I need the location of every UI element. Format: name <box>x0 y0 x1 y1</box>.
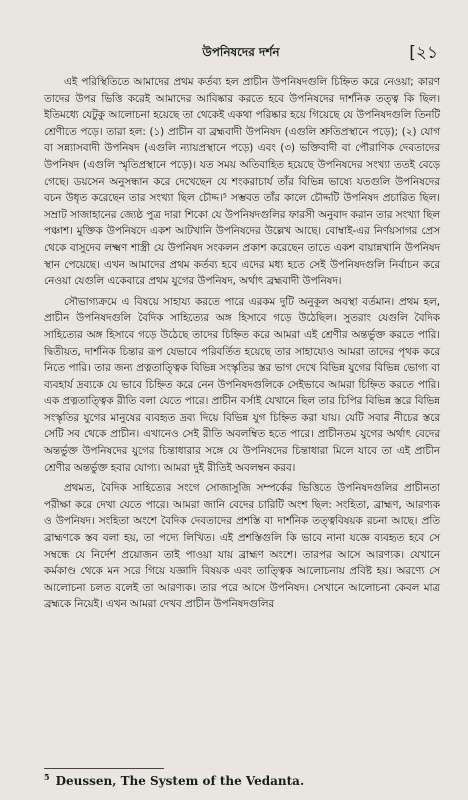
footnote-divider <box>44 768 164 769</box>
running-header <box>44 40 438 64</box>
body-text <box>44 74 440 613</box>
page-number: [২১ <box>409 43 438 63</box>
footnote <box>44 772 304 788</box>
running-title: উপনিষদের দর্শন <box>202 45 280 59</box>
footnote-text: Deussen, The System of the Vedanta. <box>55 774 305 788</box>
paragraph-2: সৌভাগ্যক্রমে এ বিষয়ে সাহায্য করতে পারে এরকম দুটি অনুকূল অবস্থা বর্তমান। প্রথম হল, প্রাচীন উপনিষদগুলি বৈদিক সাহিত্যের অঙ্গ হিসাবে গড়ে উঠেছিল। সুতরাং যেগুলি বৈদিক সাহিত্যের অঙ্গ হিসাবে গড়ে উঠেছে তাদের চিহ্নিত করে আমরা এই শ্রেণীর অন্তর্ভুক্ত করতে পারি। দ্বিতীয়ত, দার্শনিক চিন্তার রূপ যেভাবে পরিবর্তিত হয়েছে তার সাহায্যেও আমরা তাদের পৃথক করে নিতে পারি। তার জন্য প্রত্নতাত্ত্বিক বিভিন্ন সংস্কৃতির স্তর ভাগ দেখে বিভিন্ন যুগের বিভিন্ন ভোগ্য বা ব্যবহার্য দ্রব্যকে যে ভাবে চিহ্নিত করে নেন উপনিষদগুলিকে সেইভাবে আমরা চিহ্নিত করতে পারি। এক প্রত্নতাত্ত্বিক রীতি বলা যেতে পারে। প্রাচীন বর্সাই যেখানে ছিল তার চিপির বিভিন্ন স্তরে বিভিন্ন সংস্কৃতির যুগের মানুষের ব্যবহৃত দ্রব্য দিয়ে বিভিন্ন যুগ চিহ্নিত করা যায়। যেটি সবার নীচের স্তরে সেটি সব থেকে প্রাচীন। এখানেও সেই রীতি অবলম্বিত হতে পারে। প্রাচীনতম যুগের অর্থাৎ বেদের অন্তর্ভুক্ত উপনিষদের যুগের চিন্তাধারার সঙ্গে যে উপনিষদের চিন্তাধারা মিলে যাবে তা এই প্রাচীন শ্রেণীর অন্তর্ভুক্ত হবার যোগ্য। আমরা দুই রীতিই অবলম্বন করব। <box>44 295 440 474</box>
paragraph-3: প্রথমত, বৈদিক সাহিত্যের সংগে সোজাসুজি সম্পর্কের ভিত্তিতে উপনিষদগুলির প্রাচীনতা পরীক্ষা করে দেখা যেতে পারে। আমরা জানি বেদের চারিটি অংশ ছিল: সংহিতা, ব্রাহ্মণ, আরণ্যক ও উপনিষদ। সংহিতা অংশে বৈদিক দেবতাদের প্রশস্তি বা দার্শনিক তত্ত্ববিষয়ক রচনা আছে। প্রতি ব্রাহ্মণকে স্তব বলা হয়, তা পদ্যে লিখিত। এই প্রশস্তিগুলি কি ভাবে নানা যজ্ঞে ব্যবহৃত হবে সে সম্বন্ধে যে নির্দেশ প্রয়োজন তাই পাওয়া যায় ব্রাহ্মণ অংশে। তারপর আসে আরণ্যক। যেখানে কর্মকাণ্ড থেকে মন সরে গিয়ে যজ্ঞাদি বিষয়ক এবং তাত্ত্বিক আলোচনায় প্রবিষ্ট হয়। অরণ্যে সে আলোচনা চলত বলেই তা আরণ্যক। তার পরে আসে উপনিষদ। সেখানে আলোচনা কেবল মাত্র ব্রহ্মকে নিয়েই। এখন আমরা দেখব প্রাচীন উপনিষদগুলির <box>44 482 440 611</box>
footnote-marker: 5 <box>44 772 50 782</box>
paragraph-1: এই পরিস্থিতিতে আমাদের প্রথম কর্তব্য হল প্রাচীন উপনিষদগুলি চিহ্নিত করে নেওয়া; কারণ তাদের উপর ভিত্তি করেই আমাদের আবিষ্কার করতে হবে উপনিষদের দার্শনিক তত্ত্ব কি ছিল। ইতিমধ্যে যেটুকু আলোচনা হয়েছে তা থেকেই একথা পরিষ্কার হয়ে গিয়েছে যে উপনিষদগুলি তিনটি শ্রেণীতে পড়ে। তারা হল: (১) প্রাচীন বা ব্রহ্মবাদী উপনিষদ (এগুলি শ্রুতিপ্রস্থানে পড়ে); (২) যোগ বা সন্ন্যাসবাদী উপনিষদ (এগুলি ন্যায়প্রস্থানে পড়ে) এবং (৩) ভক্তিবাদী বা পৌরাণিক দেবতাদের উপনিষদ (এগুলি স্মৃতিপ্রস্থানে পড়ে)। যত সময় অতিবাহিত হয়েছে উপনিষদের সংখ্যা ততই বেড়ে গেছে। ডয়সেন অনুসন্ধান করে দেখেছেন যে শংকরাচার্য তাঁর বিভিন্ন ভাষ্যে যতগুলি উপনিষদের বচন উধৃত করেছেন তার সংখ্যা ছিল চৌদ্দ।⁵ সম্ভবত তাঁর কালে চৌদ্দটি উপনিষদ প্রচারিত ছিল। সম্রাট সাজাহানের জ্যেষ্ঠ পুত্র দারা শিকো যে উপনিষদগুলির ফারসী অনুবাদ করান তার সংখ্যা ছিল পঞ্চাশ। মুক্তিক উপনিষদে একশ আটখানি উপনিষদের উল্লেখ আছে। বোম্বাই-এর নির্ণয়সাগর প্রেস থেকে বাসুদেব লক্ষ্মণ শাস্ত্রী যে উপনিষদ সংকলন প্রকাশ করেছেন তাতে একশ বায়ান্নখানি উপনিষদ স্থান পেয়েছে। এখন আমাদের প্রথম কর্তব্য হবে এদের মধ্য হতে সেই উপনিষদগুলি নির্বাচন করে নেওয়া যেগুলি একেবারে প্রথম যুগের উপনিষদ, অর্থাৎ ব্রহ্মবাদী উপনিষদ। <box>44 76 440 288</box>
